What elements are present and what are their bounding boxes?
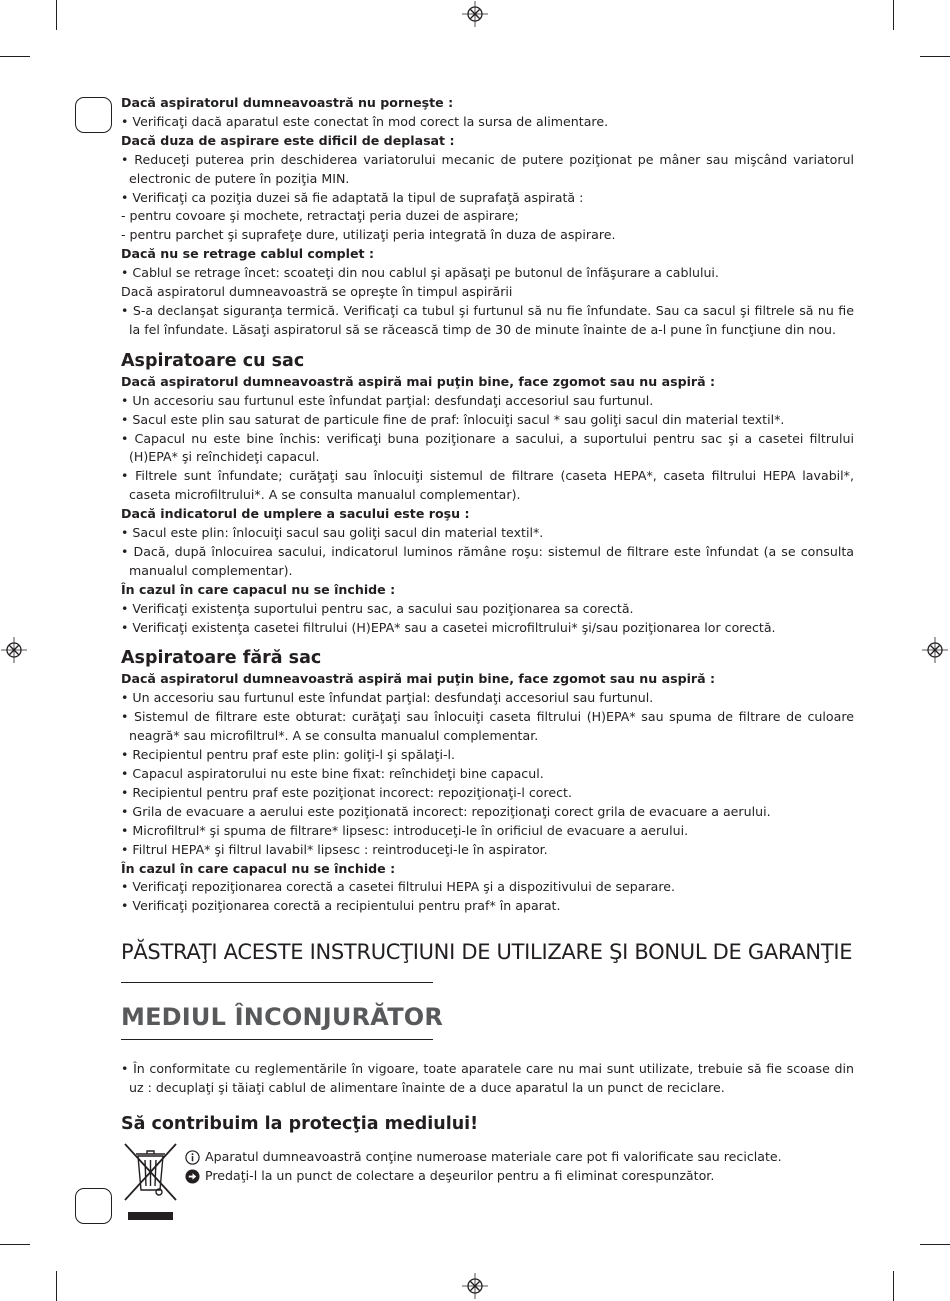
environment-text: • În conformitate cu reglementările în vigoare, toate aparatele care nu mai sunt utilizate, trebuie să fie scoase din uz : decuplaţi şi tăiaţi cablul de alimentare înainte de a duce aparatul la un punct de reciclare. xyxy=(121,1061,854,1096)
recycling-lines xyxy=(185,1148,782,1186)
document-body xyxy=(121,94,854,1222)
weee-bar xyxy=(128,1212,173,1220)
list-item: • Recipientul pentru praf este poziţionat incorect: repoziţionaţi-l corect. xyxy=(121,784,572,800)
section-title: Aspiratoare fără sac xyxy=(121,648,322,669)
list-item: - pentru covoare şi mochete, retractaţi peria duzei de aspirare; xyxy=(121,208,519,224)
subheading: În cazul în care capacul nu se închide : xyxy=(121,860,396,876)
registration-mark-icon xyxy=(1,637,27,663)
subheading: Dacă nu se retrage cablul complet : xyxy=(121,246,374,262)
list-item: • Sacul este plin sau saturat de particule fine de praf: înlocuiţi sacul * sau goliţi sacul din material textil*. xyxy=(121,411,785,427)
divider xyxy=(121,1039,433,1040)
crop-mark xyxy=(0,1244,30,1245)
troubleshooting-general xyxy=(121,94,854,340)
registration-mark-icon xyxy=(462,1273,488,1299)
contribute-heading: Să contribuim la protecţia mediului! xyxy=(121,1114,479,1135)
subheading: Dacă aspiratorul dumneavoastră aspiră mai puţin bine, face zgomot sau nu aspiră : xyxy=(121,373,716,389)
section-title: Aspiratoare cu sac xyxy=(121,350,305,371)
list-item: - pentru parchet şi suprafeţe dure, utilizaţi peria integrată în duza de aspirare. xyxy=(121,227,616,243)
registration-mark-icon xyxy=(462,1,488,27)
list-item: • Verificaţi dacă aparatul este conectat în mod corect la sursa de alimentare. xyxy=(121,113,609,129)
recycling-text: Predaţi-l la un punct de colectare a deşeurilor pentru a fi eliminat corespunzător. xyxy=(205,1168,715,1184)
registration-mark-icon xyxy=(922,637,948,663)
crop-mark xyxy=(893,1271,894,1301)
subheading: Dacă indicatorul de umplere a sacului este roşu : xyxy=(121,506,470,522)
info-icon xyxy=(185,1150,200,1165)
list-item: • Un accesoriu sau furtunul este înfundat parţial: desfundaţi accesoriul sau furtunul. xyxy=(121,392,654,408)
list-item: • Capacul aspiratorului nu este bine fixat: reînchideţi bine capacul. xyxy=(121,766,544,781)
subheading: Dacă duza de aspirare este dificil de deplasat : xyxy=(121,132,455,148)
keep-instructions-title: PĂSTRAŢI ACESTE INSTRUCŢIUNI DE UTILIZARE ŞI BONUL DE GARANŢIE xyxy=(121,940,853,965)
page-tab-marker xyxy=(75,1188,112,1224)
crop-mark xyxy=(920,56,950,57)
recycling-line xyxy=(185,1148,782,1167)
list-item: • Sistemul de filtrare este obturat: curăţaţi sau înlocuiţi caseta filtrului (H)EPA* sau spuma de filtrare de culoare neagră* sau microfiltrul*. A se consulta manualul complementar. xyxy=(121,709,854,744)
subheading: Dacă aspiratorul dumneavoastră aspiră mai puţin bine, face zgomot sau nu aspiră : xyxy=(121,671,716,687)
list-item: • Verificaţi existenţa suportului pentru sac, a sacului sau poziţionarea sa corectă. xyxy=(121,600,634,616)
list-item: • Verificaţi poziţionarea corectă a recipientului pentru praf* în aparat. xyxy=(121,898,561,914)
crop-mark xyxy=(56,1271,57,1301)
crop-mark xyxy=(893,0,894,30)
list-item: • Reduceţi puterea prin deschiderea variatorului mecanic de putere poziţionat pe mâner sau mişcând variatorul electronic de putere în poziţia MIN. xyxy=(121,151,854,186)
list-item: • Recipientul pentru praf este plin: goliţi-l şi spălaţi-l. xyxy=(121,747,456,763)
crop-mark xyxy=(920,1244,950,1245)
recycling-line xyxy=(185,1167,782,1186)
list-item: • Filtrul HEPA* şi filtrul lavabil* lipsesc : reintroduceţi-le în aspirator. xyxy=(121,841,548,857)
list-item: • Grila de evacuare a aerului este poziţionată incorect: repoziţionaţi corect grila de evacuare a aerului. xyxy=(121,803,771,819)
list-item: • Verificaţi existenţa casetei filtrului (H)EPA* sau a casetei microfiltrului* şi/sau poziţionarea lor corectă. xyxy=(121,619,776,635)
list-item: • Filtrele sunt înfundate; curăţaţi sau înlocuiţi sistemul de filtrare (caseta HEPA*, caseta filtrului HEPA lavabil*, caseta microfiltrului*. A se consulta manualul complementar). xyxy=(121,468,854,503)
recycling-text: Aparatul dumneavoastră conţine numeroase materiale care pot fi valorificate sau reciclate. xyxy=(205,1149,782,1165)
environment-title: MEDIUL ÎNCONJURĂTOR xyxy=(121,1003,444,1032)
list-item: • Verificaţi ca poziţia duzei să fie adaptată la tipul de suprafaţă aspirată : xyxy=(121,189,584,205)
section-bag-vacuums xyxy=(121,349,854,638)
subheading: Dacă aspiratorul dumneavoastră nu porneşte : xyxy=(121,95,454,110)
recycling-info xyxy=(121,1142,854,1222)
list-item: Dacă aspiratorul dumneavoastră se opreşte în timpul aspirării xyxy=(121,284,513,300)
list-item: • Dacă, după înlocuirea sacului, indicatorul luminos rămâne roşu: sistemul de filtrare este înfundat (a se consulta manualul complementar). xyxy=(121,543,854,578)
list-item: • Sacul este plin: înlocuiţi sacul sau goliţi sacul din material textil*. xyxy=(121,525,544,541)
page-tab-marker xyxy=(75,97,112,133)
crop-mark xyxy=(56,0,57,30)
list-item: • Capacul nu este bine închis: verificaţi buna poziţionare a sacului, a suportului pentru sac şi a casetei filtrului (H)EPA* şi reînchideţi capacul. xyxy=(121,430,854,465)
arrow-right-icon xyxy=(185,1169,200,1184)
divider xyxy=(121,982,433,983)
list-item: • Verificaţi repoziţionarea corectă a casetei filtrului HEPA şi a dispozitivului de separare. xyxy=(121,879,676,895)
crop-mark xyxy=(0,56,30,57)
section-bagless-vacuums xyxy=(121,646,854,916)
list-item: • S-a declanşat siguranţa termică. Verificaţi ca tubul şi furtunul să nu fie înfundate. Sau ca sacul şi filtrele să nu fie la fel înfundate. Lăsaţi aspiratorul să se răcească timp de 30 de minute înainte de a-l pune în funcţiune din nou. xyxy=(121,302,854,337)
subheading: În cazul în care capacul nu se închide : xyxy=(121,581,396,597)
list-item: • Microfiltrul* şi spuma de filtrare* lipsesc: introduceţi-le în orificiul de evacuare a aerului. xyxy=(121,822,689,838)
list-item: • Cablul se retrage încet: scoateţi din nou cablul şi apăsaţi pe butonul de înfăşurare a cablului. xyxy=(121,265,719,281)
list-item: • Un accesoriu sau furtunul este înfundat parţial: desfundaţi accesoriul sau furtunul. xyxy=(121,690,654,706)
weee-bin-icon xyxy=(123,1142,178,1202)
